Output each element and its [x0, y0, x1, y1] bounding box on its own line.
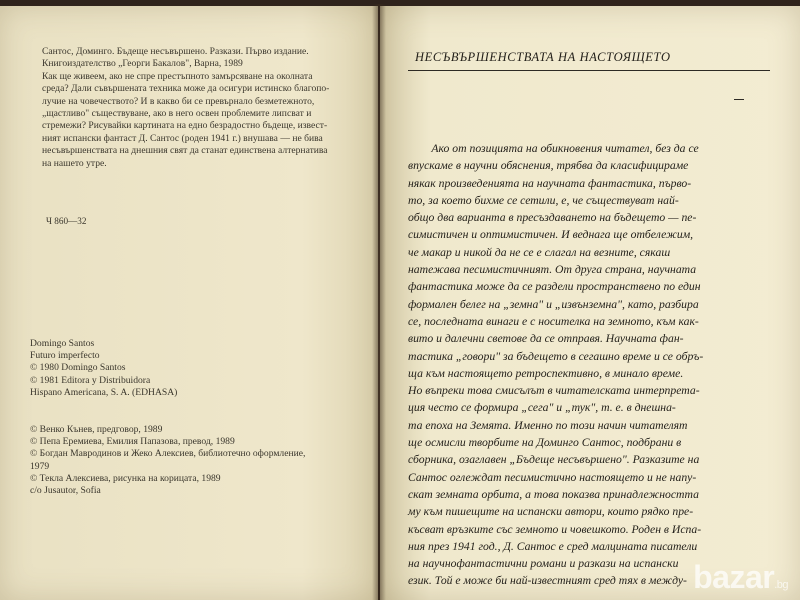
text-line: та епоха на Земята. Именно по този начин читателят — [408, 418, 688, 432]
imprint-line: лучие на човечеството? И в какво би се превърнало безметежното, — [42, 95, 315, 107]
text-line: то, за което бихме се сетили, е, че съществуват най- — [408, 193, 679, 207]
credit-line: © Богдан Мавродинов и Жеко Алексиев, библиотечно оформление, — [30, 448, 306, 460]
text-line: натежава песимистичният. От друга страна, научната — [408, 263, 697, 277]
credit-line: © Пепа Еремиева, Емилия Папазова, превод, 1989 — [30, 436, 235, 448]
text-line: сборника, озаглавен „Бъдеще несъвършено". Разказите на — [408, 453, 700, 467]
text-line: език. Той е може би най-известният сред тях в между- — [408, 574, 687, 588]
text-line: на научнофантастични романи и разкази на испански — [408, 557, 679, 571]
text-line: фантастика може да се раздели пространствено по един — [408, 280, 701, 294]
edition-line: Futuro imperfecto — [30, 350, 100, 362]
credit-line: 1979 — [30, 460, 50, 472]
imprint-line: ният испански фантаст Д. Сантос (роден 1941 г.) внушава — не бива — [42, 132, 323, 144]
text-line: Но въпреки това смисълът в читателската интерпрета- — [408, 384, 700, 398]
edition-line: Hispano Americana, S. A. (EDHASA) — [30, 386, 178, 398]
text-line: симистичен и оптимистичен. И веднага ще отбележим, — [408, 228, 694, 242]
left-page — [0, 6, 378, 600]
credits-block — [30, 424, 350, 497]
edition-line: © 1980 Domingo Santos — [30, 362, 126, 374]
watermark-brand: bazar — [693, 559, 775, 595]
imprint-line: Сантос, Доминго. Бъдеще несъвършено. Разкази. Първо издание. — [42, 46, 309, 57]
title-rule — [408, 70, 770, 71]
text-line: вито и далечни светове да се отправя. Научната фан- — [408, 332, 684, 346]
text-line: тастика „говори" за бъдещето в сегашно време и се обръ- — [408, 349, 704, 363]
imprint-line: Как ще живеем, ако не спре престъпното замърсяване на околната — [42, 70, 313, 82]
imprint-line: среда? Дали съвършената техника може да осигури истинско благопо- — [42, 83, 330, 95]
text-line: Ако от позицията на обикновения читател, без да се — [408, 142, 699, 155]
text-line: ща към настоящето ретроспективно, в минало време. — [408, 366, 684, 380]
text-line: се, последната винаги е с носителка на земното, към как- — [408, 314, 699, 328]
edition-line: © 1981 Editora y Distribuidora — [30, 374, 151, 386]
chapter-title: НЕСЪВЪРШЕНСТВАТА НА НАСТОЯЩЕТО — [415, 50, 671, 64]
body-text — [408, 140, 770, 590]
imprint-line: Книгоиздателство „Георги Бакалов", Варна, 1989 — [42, 58, 243, 70]
original-edition-block — [30, 338, 330, 399]
text-line: му към пишещите на испански автори, които рядко пре- — [408, 505, 694, 519]
credit-line: c/o Jusautor, Sofia — [30, 485, 101, 497]
text-line: ция често се формира „сега" и „тук", т. е. в днешна- — [408, 401, 676, 415]
edition-line: Domingo Santos — [30, 338, 95, 349]
text-line: скат земната орбита, а това показва принадлежността — [408, 487, 699, 501]
book-gutter — [372, 4, 386, 600]
text-line: Сантос оглеждат песимистично настоящето и не напу- — [408, 470, 697, 484]
imprint-line: на нашето утре. — [42, 157, 107, 169]
imprint-block — [42, 46, 342, 170]
credit-line: © Текла Алексиева, рисунка на корицата, 1989 — [30, 472, 221, 484]
bazar-watermark-logo — [693, 559, 788, 596]
text-line: впускаме в научни обяснения, трябва да класифицираме — [408, 159, 689, 173]
text-line: късват връзките със земното и човешкото. Роден в Испа- — [408, 522, 702, 536]
text-line: ния през 1941 год., Д. Сантос е сред малцината писатели — [408, 539, 698, 553]
imprint-line: стремежи? Рисувайки картината на едно безрадостно бъдеще, извест- — [42, 120, 328, 132]
imprint-line: несъвършенствата на днешния свят да станат единствена алтернатива — [42, 145, 328, 157]
credit-line: © Венко Кънев, предговор, 1989 — [30, 424, 163, 435]
watermark-suffix: .bg — [774, 579, 788, 591]
imprint-line: „щастливо" съществуване, ако в него освен проблемите липсват и — [42, 108, 312, 120]
text-line: някак произведенията на научната фантастика, първо- — [408, 176, 692, 190]
text-line: че макар и никой да не се е слагал на везните, сякаш — [408, 245, 671, 259]
margin-tick — [734, 99, 744, 100]
text-line: формален белег на „земна" и „извънземна", като, разбира — [408, 297, 699, 311]
text-line: общо два варианта в пресъздаването на бъдещето — пе- — [408, 211, 697, 225]
classification-code: Ч 860—32 — [46, 216, 87, 226]
text-line: ще осмисли творбите на Доминго Сантос, подбрани в — [408, 436, 682, 450]
